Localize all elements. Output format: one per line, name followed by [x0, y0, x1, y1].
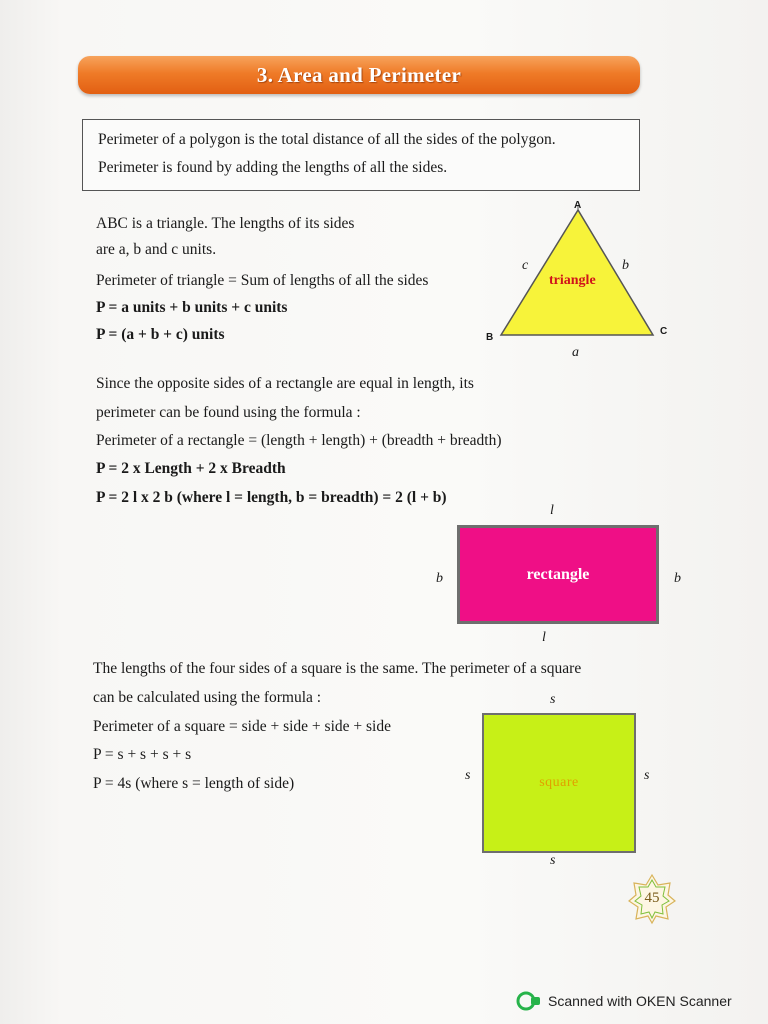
oken-logo-icon: [516, 991, 542, 1011]
triangle-formula-1: P = a units + b units + c units: [96, 299, 288, 316]
side-c-label: c: [522, 258, 529, 273]
page-number-badge: [628, 873, 676, 925]
section-header-bar: [78, 56, 640, 94]
rectangle-top-label: l: [550, 503, 554, 518]
definition-line-2: Perimeter is found by adding the lengths of all the sides.: [98, 159, 448, 176]
square-bottom-label: s: [550, 853, 556, 868]
vertex-a-label: A: [574, 200, 582, 211]
definition-line-1: Perimeter of a polygon is the total distance of all the sides of the polygon.: [98, 131, 556, 148]
definition-box: [82, 119, 640, 191]
vertex-b-label: B: [486, 332, 494, 343]
triangle-text-line-2: are a, b and c units.: [96, 241, 217, 258]
triangle-formula-2: P = (a + b + c) units: [96, 326, 225, 343]
vertex-c-label: C: [660, 326, 668, 337]
square-text-line-1: The lengths of the four sides of a square is the same. The perimeter of a square: [93, 660, 582, 677]
square-left-label: s: [465, 768, 471, 783]
square-text-line-2: can be calculated using the formula :: [93, 689, 322, 706]
square-shape: [482, 713, 636, 853]
square-formula-1: P = s + s + s + s: [93, 746, 192, 763]
triangle-text-line-1: ABC is a triangle. The lengths of its sides: [96, 215, 355, 232]
rectangle-bottom-label: l: [542, 630, 546, 645]
square-label: square: [539, 775, 579, 790]
square-top-label: s: [550, 692, 556, 707]
rectangle-right-label: b: [674, 571, 681, 586]
side-b-label: b: [622, 258, 629, 273]
rectangle-left-label: b: [436, 571, 443, 586]
triangle-label: triangle: [549, 273, 596, 288]
rectangle-text-line-1: Since the opposite sides of a rectangle are equal in length, its: [96, 375, 474, 392]
rectangle-shape: [457, 525, 659, 624]
section-title: 3. Area and Perimeter: [256, 62, 462, 87]
square-formula-2: P = 4s (where s = length of side): [93, 775, 295, 792]
scanner-watermark: [516, 990, 732, 1012]
scanner-watermark-text: Scanned with OKEN Scanner: [548, 993, 732, 1009]
rectangle-label: rectangle: [526, 565, 590, 583]
square-text-line-3: Perimeter of a square = side + side + side + side: [93, 718, 391, 735]
side-a-label: a: [572, 345, 579, 360]
page-number: 45: [644, 890, 660, 906]
rectangle-text-line-3: Perimeter of a rectangle = (length + length) + (breadth + breadth): [96, 432, 502, 449]
square-right-label: s: [644, 768, 650, 783]
rectangle-formula-2: P = 2 l x 2 b (where l = length, b = breadth) = 2 (l + b): [96, 489, 447, 506]
rectangle-formula-1: P = 2 x Length + 2 x Breadth: [96, 460, 286, 477]
rectangle-text-line-2: perimeter can be found using the formula :: [96, 404, 361, 421]
triangle-text-line-3: Perimeter of triangle = Sum of lengths of all the sides: [96, 272, 429, 289]
